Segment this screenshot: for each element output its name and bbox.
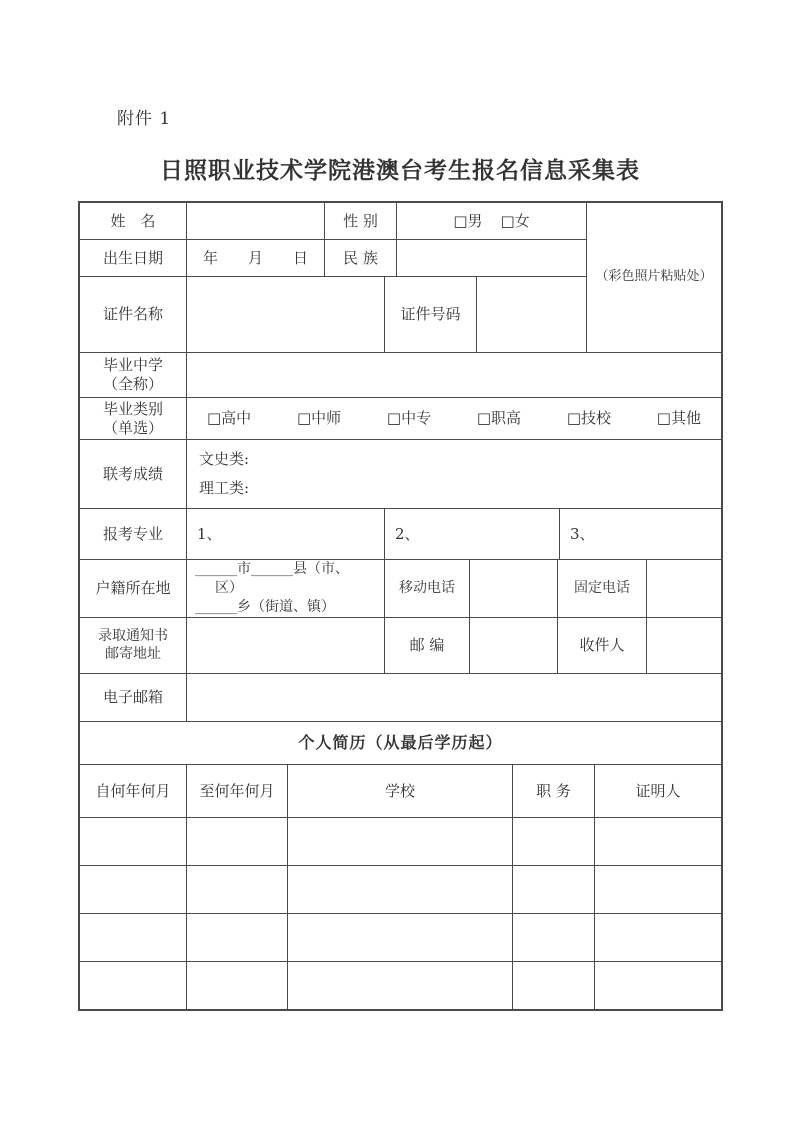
residence-address-cell: ______市______县（市、 区） ______乡（街道、镇） <box>187 560 385 617</box>
grad-school-label: 毕业中学 （全称） <box>80 353 187 397</box>
ethnicity-label: 民 族 <box>325 240 397 276</box>
resume-cell <box>595 962 721 1009</box>
mobile-phone-value-cell <box>470 560 558 617</box>
resume-cell <box>595 914 721 961</box>
category-option-zhigao: □职高 <box>476 409 522 428</box>
resume-cell <box>187 914 288 961</box>
resume-cell <box>187 962 288 1009</box>
mailing-row <box>80 618 721 674</box>
resume-cell <box>288 962 513 1009</box>
gender-option-female: □女 <box>500 211 530 230</box>
id-name-value-cell <box>187 277 385 352</box>
birth-date-label: 出生日期 <box>80 240 187 276</box>
major-row <box>80 509 721 560</box>
mobile-phone-label: 移动电话 <box>385 560 470 617</box>
resume-col-position: 职 务 <box>513 765 595 817</box>
email-row <box>80 674 721 722</box>
resume-cell <box>80 962 187 1009</box>
page-title: 日照职业技术学院港澳台考生报名信息采集表 <box>160 157 640 184</box>
exam-arts-line: 文史类: <box>199 450 250 469</box>
resume-cell <box>595 866 721 913</box>
postcode-value-cell <box>470 618 558 673</box>
category-option-gaozhong: □高中 <box>207 409 252 428</box>
resume-cell <box>288 818 513 865</box>
resume-empty-row <box>80 866 721 914</box>
email-value-cell <box>187 674 721 721</box>
residence-label: 户籍所在地 <box>80 560 187 617</box>
exam-score-cell <box>187 440 721 508</box>
resume-empty-row <box>80 818 721 866</box>
resume-section-title: 个人简历（从最后学历起） <box>298 733 503 752</box>
resume-header-row <box>80 765 721 818</box>
grad-category-options-cell <box>187 398 721 439</box>
exam-science-line: 理工类: <box>199 479 250 498</box>
resume-cell <box>187 866 288 913</box>
category-option-jixiao: □技校 <box>566 409 611 428</box>
gender-options-cell <box>397 203 586 239</box>
resume-cell <box>80 818 187 865</box>
resume-cell <box>288 914 513 961</box>
major-1-cell: 1、 <box>187 509 385 559</box>
mailing-address-label: 录取通知书 邮寄地址 <box>80 618 187 673</box>
id-number-value-cell <box>477 277 586 352</box>
resume-cell <box>187 818 288 865</box>
postcode-label: 邮 编 <box>385 618 470 673</box>
resume-cell <box>288 866 513 913</box>
recipient-label: 收件人 <box>558 618 647 673</box>
form-table <box>78 201 723 1011</box>
top-group-left <box>80 203 587 352</box>
resume-cell <box>513 914 595 961</box>
exam-score-label: 联考成绩 <box>80 440 187 508</box>
birth-date-cell: 年 月 日 <box>187 240 325 276</box>
landline-label: 固定电话 <box>558 560 647 617</box>
name-value-cell <box>187 203 325 239</box>
resume-empty-row <box>80 914 721 962</box>
resume-empty-row <box>80 962 721 1009</box>
resume-col-from: 自何年何月 <box>80 765 187 817</box>
top-group-row <box>80 203 721 353</box>
id-name-label: 证件名称 <box>80 277 187 352</box>
resume-cell <box>513 866 595 913</box>
resume-cell <box>595 818 721 865</box>
gender-label: 性 别 <box>325 203 397 239</box>
grad-category-label: 毕业类别 （单选） <box>80 398 187 439</box>
category-option-zhongshi: □中师 <box>296 409 342 428</box>
email-label: 电子邮箱 <box>80 674 187 721</box>
gender-option-male: □男 <box>453 211 483 230</box>
resume-cell <box>80 866 187 913</box>
resume-cell <box>513 962 595 1009</box>
photo-paste-area: （彩色照片粘贴处） <box>595 269 713 285</box>
major-label: 报考专业 <box>80 509 187 559</box>
grad-school-row <box>80 353 721 398</box>
grad-school-value-cell <box>187 353 721 397</box>
category-option-zhongzhuan: □中专 <box>386 409 432 428</box>
major-3-cell: 3、 <box>570 524 595 543</box>
resume-col-to: 至何年何月 <box>187 765 288 817</box>
mailing-address-value-cell <box>187 618 385 673</box>
category-option-qita: □其他 <box>656 409 701 428</box>
resume-title-row <box>80 722 721 765</box>
resume-cell <box>513 818 595 865</box>
grad-category-row <box>80 398 721 440</box>
residence-row <box>80 560 721 618</box>
resume-cell <box>80 914 187 961</box>
attachment-label: 附件 1 <box>117 109 172 129</box>
name-label: 姓 名 <box>80 203 187 239</box>
resume-col-reference: 证明人 <box>635 781 681 800</box>
resume-col-school: 学校 <box>288 765 513 817</box>
id-number-label: 证件号码 <box>385 277 477 352</box>
exam-score-row <box>80 440 721 509</box>
recipient-value-cell <box>647 618 721 673</box>
major-2-cell: 2、 <box>385 509 560 559</box>
landline-value-cell <box>647 560 721 617</box>
ethnicity-value-cell <box>397 240 586 276</box>
